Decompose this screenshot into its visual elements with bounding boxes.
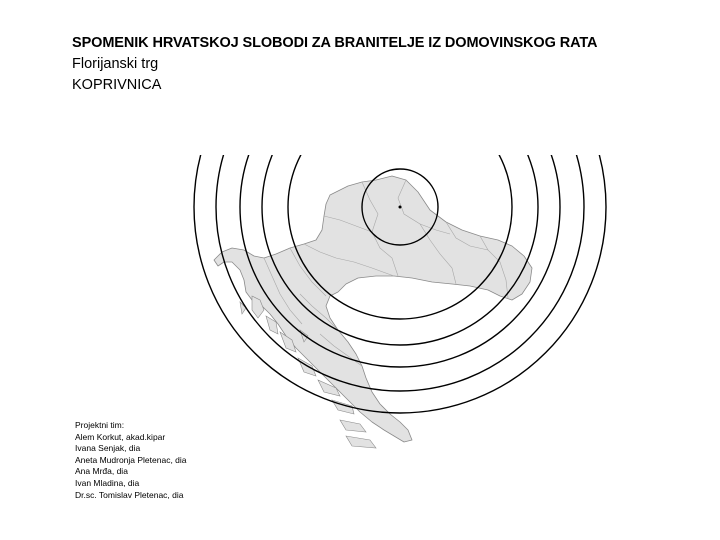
- team-member: Ana Mrđa, dia: [75, 466, 128, 477]
- team-heading: Projektni tim:: [75, 420, 125, 430]
- city-line: KOPRIVNICA: [72, 77, 162, 93]
- team-member: Dr.sc. Tomislav Pletenac, dia: [75, 489, 184, 500]
- team-member: Ivana Senjak, dia: [75, 443, 141, 454]
- team-member: Aneta Mudronja Pletenac, dia: [75, 454, 187, 465]
- location-line: Florijanski trg: [72, 56, 159, 72]
- project-team: [75, 420, 187, 501]
- team-member: Ivan Mladina, dia: [75, 477, 140, 488]
- monument-title: SPOMENIK HRVATSKOJ SLOBODI ZA BRANITELJE IZ DOMOVINSKOG RATA: [72, 35, 598, 51]
- location-marker: [399, 206, 402, 209]
- team-member: Alem Korkut, akad.kipar: [75, 431, 166, 442]
